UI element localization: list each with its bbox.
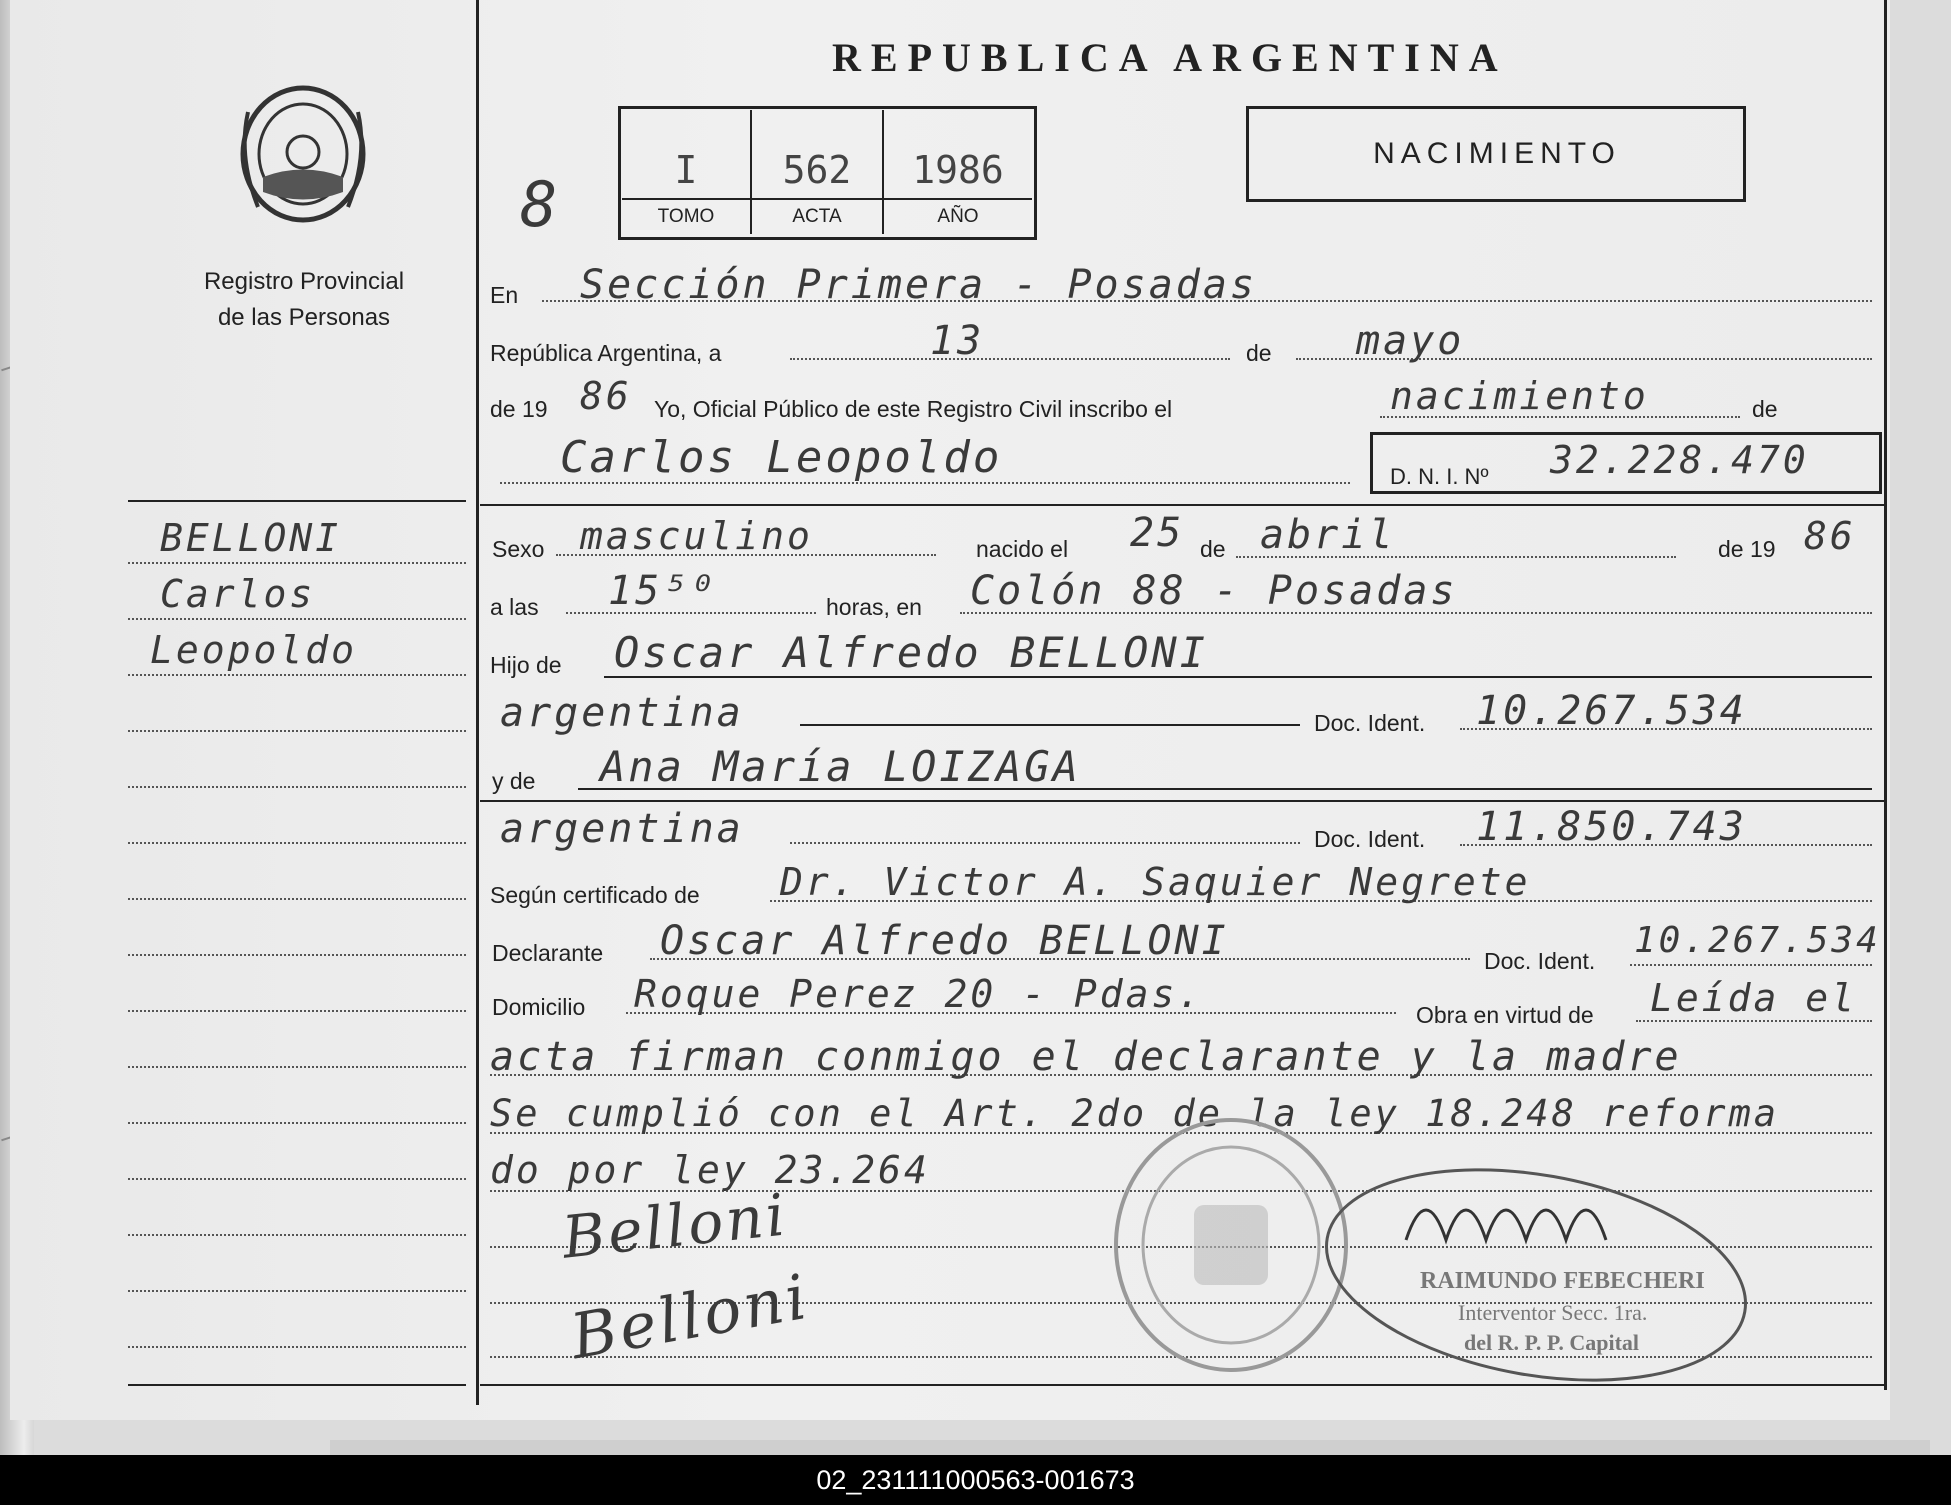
registry-name-line1: Registro Provincial xyxy=(203,268,405,295)
month-value: mayo xyxy=(1356,318,1465,364)
mother-nationality: argentina xyxy=(500,806,744,852)
certificate-value: Dr. Victor A. Saquier Negrete xyxy=(780,860,1531,904)
record-box-rule xyxy=(622,198,1032,200)
de-label-3: de xyxy=(1200,536,1226,562)
margin-dotted-line xyxy=(128,1066,466,1068)
margin-dotted-line xyxy=(128,562,466,564)
note-line-4: do por ley 23.264 xyxy=(490,1148,930,1192)
note-line-2: acta firman conmigo el declarante y la madre xyxy=(490,1034,1682,1080)
de-label: de xyxy=(1246,340,1272,366)
acta-label: ACTA xyxy=(792,206,842,227)
dni-value: 32.228.470 xyxy=(1550,438,1809,482)
margin-dotted-line xyxy=(128,898,466,900)
de19-label-2: de 19 xyxy=(1718,536,1776,562)
domicilio-value: Roque Perez 20 - Pdas. xyxy=(634,972,1204,1016)
margin-dotted-line xyxy=(128,674,466,676)
tomo-label: TOMO xyxy=(657,206,715,227)
doc-label-2: Doc. Ident. xyxy=(1314,826,1426,852)
hour-value: 15⁵⁰ xyxy=(608,568,717,614)
signature-declarante: Belloni xyxy=(559,1180,791,1272)
margin-surname: BELLONI xyxy=(160,516,342,560)
year-suffix: 86 xyxy=(580,374,632,418)
birth-year-suffix: 86 xyxy=(1804,514,1856,558)
birth-day: 25 xyxy=(1130,510,1185,556)
margin-dotted-line xyxy=(128,954,466,956)
certificate-page xyxy=(10,0,1890,1420)
right-border xyxy=(1884,0,1887,1390)
en-label: En xyxy=(490,282,519,308)
stamp-line-1: RAIMUNDO FEBECHERI xyxy=(1420,1268,1705,1294)
de19-label: de 19 xyxy=(490,396,548,422)
stamp-line-2: Interventor Secc. 1ra. xyxy=(1458,1300,1648,1325)
margin-dotted-line xyxy=(128,618,466,620)
column-divider xyxy=(476,0,479,1405)
declarante-value: Oscar Alfredo BELLONI xyxy=(660,918,1229,964)
father-nationality: argentina xyxy=(500,690,744,736)
next-page-edge xyxy=(330,1440,1930,1455)
image-caption: 02_231111000563-001673 xyxy=(0,1455,1951,1505)
place-value: Colón 88 - Posadas xyxy=(970,568,1458,614)
margin-rule-top xyxy=(128,500,466,502)
section-rule xyxy=(480,504,1884,506)
country-title: REPUBLICA ARGENTINA xyxy=(832,35,1508,80)
father-nat-line xyxy=(800,724,1300,726)
margin-dotted-line xyxy=(128,1234,466,1236)
provincial-seal-icon xyxy=(228,82,378,232)
margin-middle-name: Leopoldo xyxy=(150,628,358,672)
bottom-rule xyxy=(480,1384,1884,1386)
declarante-label: Declarante xyxy=(492,940,604,966)
yo-text: Yo, Oficial Público de este Registro Civil inscribo el xyxy=(654,396,1173,422)
doc-label-1: Doc. Ident. xyxy=(1314,710,1426,736)
margin-mark: 8 xyxy=(520,168,561,241)
republica-label: República Argentina, a xyxy=(490,340,722,366)
declarante-doc-line xyxy=(1630,964,1872,966)
mother-name: Ana María LOIZAGA xyxy=(600,742,1081,791)
mother-doc: 11.850.743 xyxy=(1476,804,1747,850)
ano-value: 1986 xyxy=(912,148,1004,192)
signature-mother: Belloni xyxy=(565,1259,815,1374)
domicilio-label: Domicilio xyxy=(492,994,586,1020)
note-line-1: Leída el xyxy=(1650,976,1858,1020)
margin-dotted-line xyxy=(128,1122,466,1124)
margin-dotted-line xyxy=(128,1290,466,1292)
act-type-label: NACIMIENTO xyxy=(1373,137,1621,170)
tomo-value: I xyxy=(674,148,698,192)
margin-dotted-line xyxy=(128,1010,466,1012)
note-line-3: Se cumplió con el Art. 2do de la ley 18.248 reforma xyxy=(490,1092,1780,1135)
birth-month: abril xyxy=(1260,512,1396,558)
margin-dotted-line xyxy=(128,1346,466,1348)
margin-rule-bottom xyxy=(128,1384,466,1386)
margin-dotted-line xyxy=(128,842,466,844)
yde-label: y de xyxy=(492,768,536,794)
obra-label: Obra en virtud de xyxy=(1416,1002,1594,1028)
segun-label: Según certificado de xyxy=(490,882,700,908)
ano-label: AÑO xyxy=(937,206,979,227)
stamp-line-3: del R. P. P. Capital xyxy=(1464,1330,1640,1355)
registry-name-line2: de las Personas xyxy=(217,304,391,331)
de-label-2: de xyxy=(1752,396,1778,422)
obra-line xyxy=(1636,1020,1872,1022)
day-value: 13 xyxy=(930,318,985,364)
father-name: Oscar Alfredo BELLONI xyxy=(614,628,1209,677)
child-name: Carlos Leopoldo xyxy=(560,432,1003,483)
day-line xyxy=(790,358,1230,360)
sexo-value: masculino xyxy=(580,514,813,558)
margin-dotted-line xyxy=(128,730,466,732)
horas-label: horas, en xyxy=(826,594,922,620)
mother-rule xyxy=(480,800,1884,802)
doc-label-3: Doc. Ident. xyxy=(1484,948,1596,974)
margin-dotted-line xyxy=(128,786,466,788)
inscribe-value: nacimiento xyxy=(1390,374,1649,418)
margin-dotted-line xyxy=(128,1178,466,1180)
margin-first-name: Carlos xyxy=(160,572,316,616)
mother-nat-line xyxy=(790,842,1300,844)
acta-value: 562 xyxy=(782,148,852,192)
alas-label: a las xyxy=(490,594,539,620)
father-doc: 10.267.534 xyxy=(1476,688,1747,734)
sexo-label: Sexo xyxy=(492,536,545,562)
declarante-doc: 10.267.534 xyxy=(1634,920,1881,961)
hijo-label: Hijo de xyxy=(490,652,562,678)
dni-label: D. N. I. Nº xyxy=(1390,464,1489,489)
nacido-label: nacido el xyxy=(976,536,1069,562)
en-value: Sección Primera - Posadas xyxy=(580,262,1258,308)
